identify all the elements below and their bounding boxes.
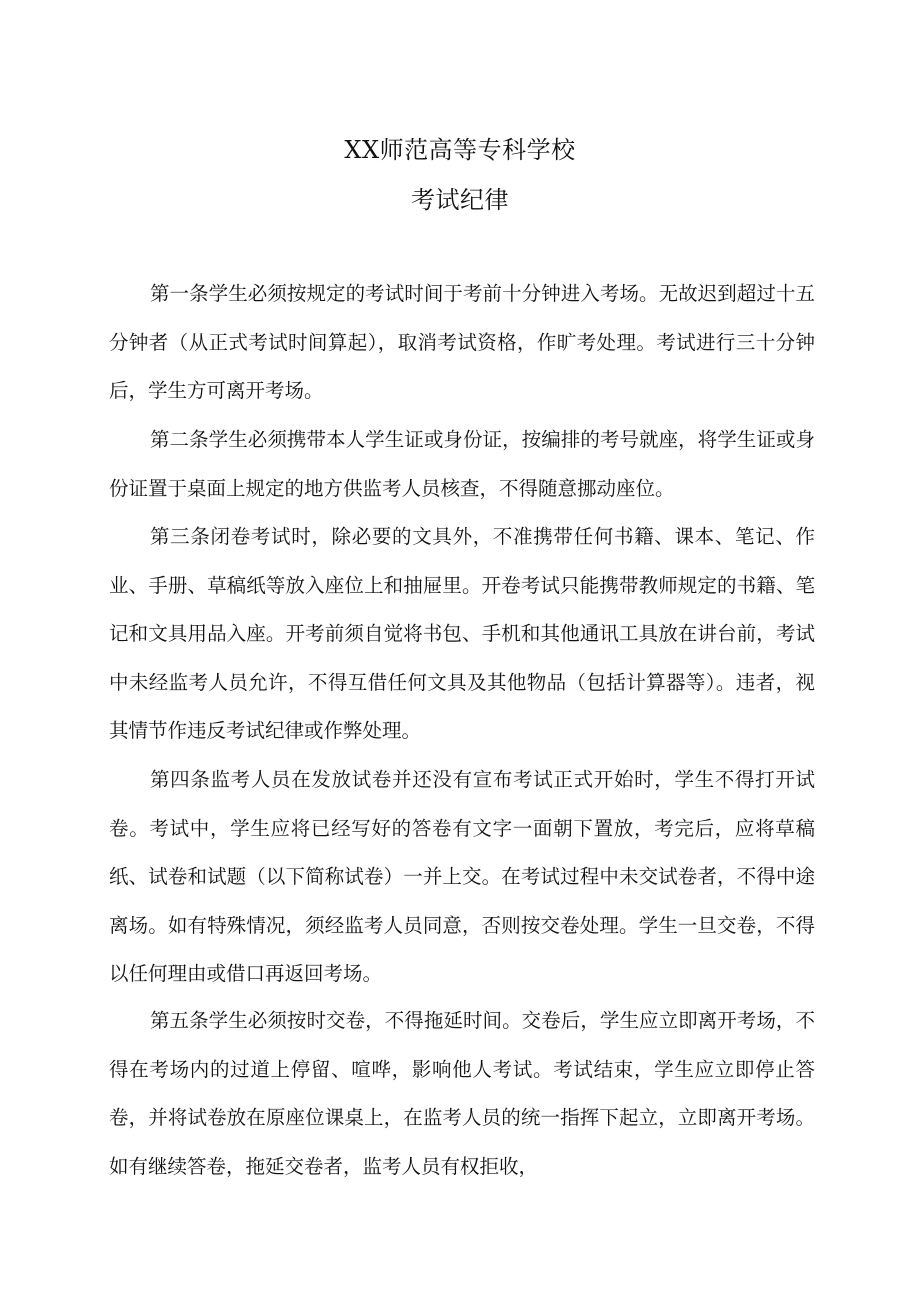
article-1: 第一条学生必须按规定的考试时间于考前十分钟进入考场。无故迟到超过十五分钟者（从正式考试时间算起），取消考试资格，作旷考处理。考试进行三十分钟后，学生方可离开考场。 <box>109 282 815 402</box>
article-3: 第三条闭卷考试时，除必要的文具外，不准携带任何书籍、课本、笔记、作业、手册、草稿纸等放入座位上和抽屉里。开卷考试只能携带教师规定的书籍、笔记和文具用品入座。开考前须自觉将书包、手机和其他通讯工具放在讲台前，考试中未经监考人员允许，不得互借任何文具及其他物品（包括计算器等）。违者，视其情节作违反考试纪律或作弊处理。 <box>109 525 815 742</box>
article-5: 第五条学生必须按时交卷，不得拖延时间。交卷后，学生应立即离开考场，不得在考场内的过道上停留、喧哗，影响他人考试。考试结束，学生应立即停止答卷，并将试卷放在原座位课桌上，在监考人员的统一指挥下起立，立即离开考场。如有继续答卷，拖延交卷者，监考人员有权拒收， <box>109 1009 815 1178</box>
article-2: 第二条学生必须携带本人学生证或身份证，按编排的考号就座，将学生证或身份证置于桌面上规定的地方供监考人员核查，不得随意挪动座位。 <box>109 428 815 500</box>
document-title: 考试纪律 <box>411 186 509 214</box>
article-4: 第四条监考人员在发放试卷并还没有宣布考试正式开始时，学生不得打开试卷。考试中，学生应将已经写好的答卷有文字一面朝下置放，考完后，应将草稿纸、试卷和试题（以下简称试卷）一并上交。在考试过程中未交试卷者，不得中途离场。如有特殊情况，须经监考人员同意，否则按交卷处理。学生一旦交卷，不得以任何理由或借口再返回考场。 <box>109 768 815 985</box>
school-name-heading: XX师范高等专科学校 <box>344 136 576 164</box>
